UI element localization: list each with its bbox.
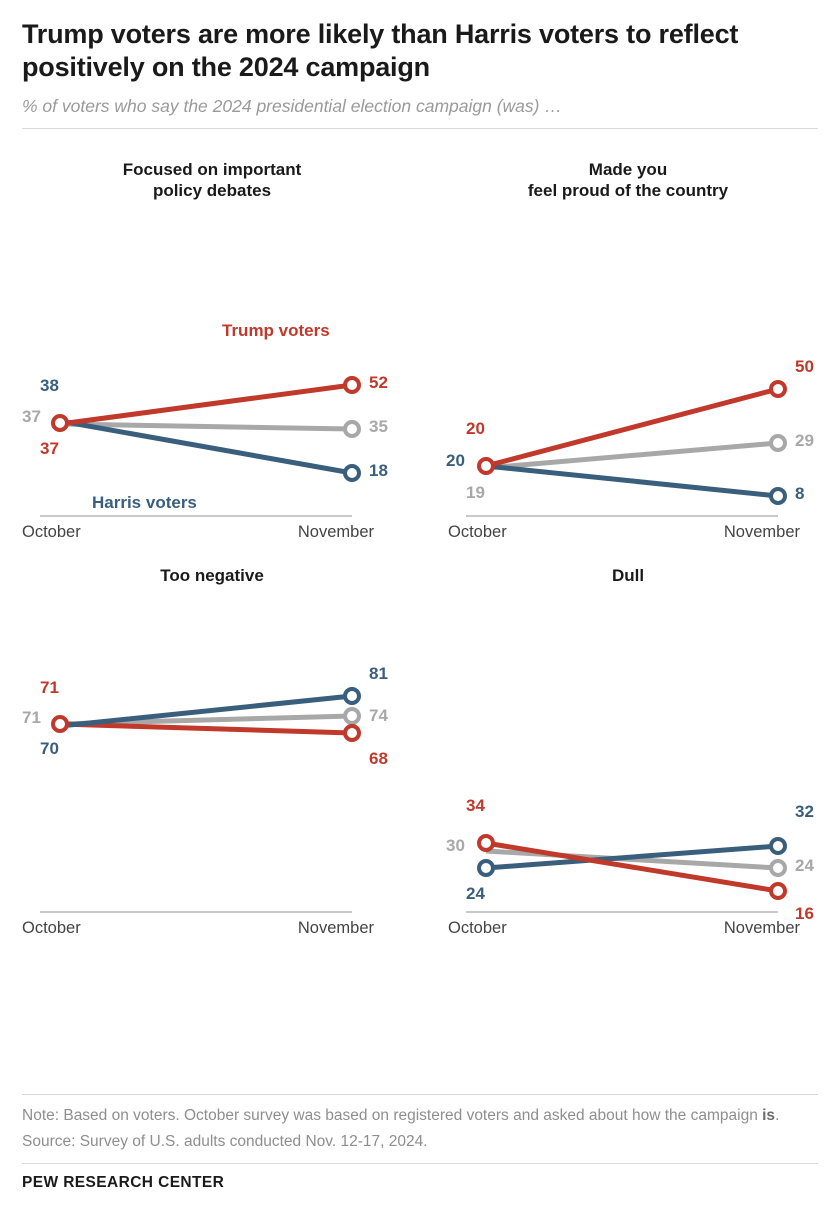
data-point xyxy=(771,839,785,853)
note-emphasis: is xyxy=(762,1107,776,1124)
value-label: 68 xyxy=(369,748,388,768)
x-tick-label: October xyxy=(22,918,81,937)
series-line-trump xyxy=(60,385,352,424)
value-label: 37 xyxy=(22,407,41,427)
x-tick-label: November xyxy=(723,523,800,542)
data-point xyxy=(345,378,359,392)
chart-footer xyxy=(22,1082,818,1192)
panel-dull xyxy=(438,565,818,946)
x-tick-label: October xyxy=(448,918,507,937)
value-label: 35 xyxy=(369,417,388,437)
footer-divider-top xyxy=(22,1094,818,1095)
value-label: 24 xyxy=(795,855,814,875)
data-point xyxy=(771,382,785,396)
data-point xyxy=(345,689,359,703)
plot-area xyxy=(438,221,818,551)
x-tick-label: November xyxy=(297,918,374,937)
value-label: 71 xyxy=(22,707,41,727)
x-axis-labels xyxy=(22,523,374,542)
series-label-trump: Trump voters xyxy=(222,321,330,341)
panel-title: Made you feel proud of the country xyxy=(527,159,729,200)
data-point xyxy=(53,416,67,430)
panel-proud-of-country xyxy=(438,159,818,552)
series-line-harris xyxy=(486,466,778,496)
value-label: 70 xyxy=(40,738,59,758)
value-label: 19 xyxy=(466,483,485,503)
data-point xyxy=(479,459,493,473)
data-point xyxy=(771,861,785,875)
chart-source: Source: Survey of U.S. adults conducted Nov. 12-17, 2024. xyxy=(22,1133,428,1151)
x-tick-label: November xyxy=(723,918,800,937)
line-series-svg xyxy=(22,221,402,551)
data-point xyxy=(345,709,359,723)
x-tick-label: October xyxy=(448,523,507,542)
panel-too-negative xyxy=(22,565,402,946)
data-point xyxy=(345,422,359,436)
data-point xyxy=(771,884,785,898)
x-axis xyxy=(466,515,778,517)
line-series-svg xyxy=(22,606,402,946)
value-label: 20 xyxy=(466,419,485,439)
brand-name: PEW RESEARCH CENTER xyxy=(22,1174,225,1192)
value-label: 34 xyxy=(466,795,485,815)
data-point xyxy=(771,489,785,503)
plot-area xyxy=(438,606,818,946)
footer-divider-bottom xyxy=(22,1163,818,1164)
value-label: 30 xyxy=(446,835,465,855)
value-label: 71 xyxy=(40,677,59,697)
plot-area xyxy=(22,221,402,551)
x-axis xyxy=(466,911,778,913)
value-label: 50 xyxy=(795,357,814,377)
data-point xyxy=(771,436,785,450)
data-point xyxy=(479,861,493,875)
x-tick-label: November xyxy=(297,523,374,542)
panel-title: Dull xyxy=(611,565,645,585)
plot-area xyxy=(22,606,402,946)
chart-note xyxy=(22,1105,818,1127)
x-axis-labels xyxy=(448,919,800,938)
value-label: 24 xyxy=(466,883,485,903)
series-line-trump xyxy=(60,724,352,733)
small-multiples-grid xyxy=(22,133,818,1013)
data-point xyxy=(53,717,67,731)
chart-subtitle: % of voters who say the 2024 presidential election campaign (was) … xyxy=(22,95,562,116)
x-tick-label: October xyxy=(22,523,81,542)
value-label: 81 xyxy=(369,663,388,683)
x-axis xyxy=(40,911,352,913)
series-label-harris: Harris voters xyxy=(92,493,197,513)
x-axis xyxy=(40,515,352,517)
data-point xyxy=(479,836,493,850)
value-label: 38 xyxy=(40,376,59,396)
data-point xyxy=(345,466,359,480)
value-label: 32 xyxy=(795,801,814,821)
note-text: Note: Based on voters. October survey was based on registered voters and asked about how the campaign xyxy=(22,1107,763,1124)
x-axis-labels xyxy=(22,919,374,938)
value-label: 29 xyxy=(795,431,814,451)
line-series-svg xyxy=(438,221,818,551)
value-label: 37 xyxy=(40,439,59,459)
panel-policy-debates xyxy=(22,159,402,552)
value-label: 20 xyxy=(446,451,465,471)
value-label: 74 xyxy=(369,705,388,725)
panel-title: Too negative xyxy=(160,565,264,585)
header-divider xyxy=(22,128,818,129)
value-label: 8 xyxy=(795,484,805,504)
value-label: 16 xyxy=(795,903,814,923)
x-axis-labels xyxy=(448,523,800,542)
note-suffix: . xyxy=(775,1107,780,1124)
data-point xyxy=(345,726,359,740)
panel-title: Focused on important policy debates xyxy=(122,159,302,200)
page-title: Trump voters are more likely than Harris voters to reflect positively on the 2024 campaign xyxy=(22,19,739,83)
line-series-svg xyxy=(438,606,818,946)
value-label: 52 xyxy=(369,373,388,393)
value-label: 18 xyxy=(369,461,388,481)
